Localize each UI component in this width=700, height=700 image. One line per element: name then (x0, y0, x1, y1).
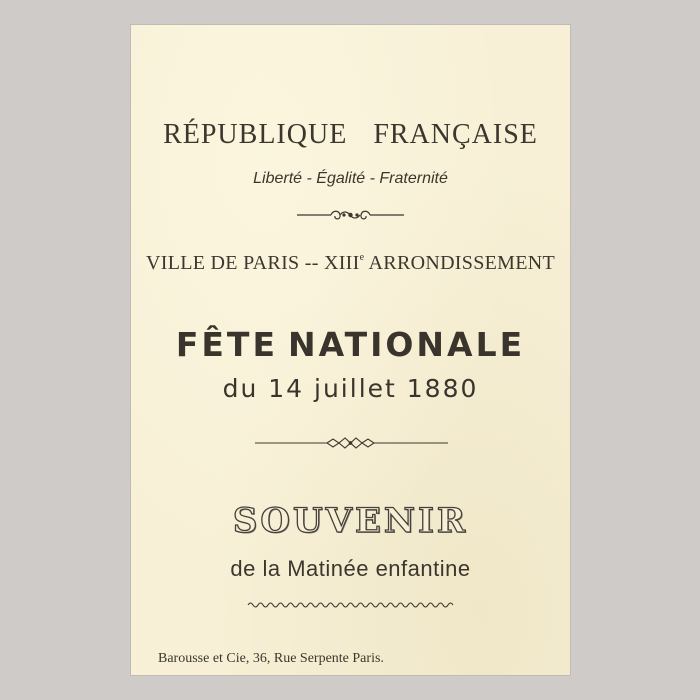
printer-imprint: Barousse et Cie, 36, Rue Serpente Paris. (158, 651, 384, 666)
fete-nationale-heading (131, 325, 570, 364)
souvenir-card (131, 25, 570, 675)
wavy-rule-ornament (131, 599, 570, 611)
ordinal-superscript: e (359, 252, 365, 263)
nationale-word: NATIONALE (287, 325, 526, 364)
ville-arrondissement-line (131, 252, 570, 275)
devise-text: Liberté - Égalité - Fraternité (253, 170, 448, 187)
diamond-rule-ornament (131, 435, 570, 451)
scroll-ornament (131, 208, 570, 222)
souvenir-title: SOUVENIR (232, 501, 469, 541)
ville-suffix: ARRONDISSEMENT (364, 252, 555, 274)
fete-word: FÊTE (175, 325, 278, 364)
matinee-subtitle: de la Matinée enfantine (230, 556, 471, 581)
republique-francaise-heading (131, 119, 570, 151)
republique-word: RÉPUBLIQUE (163, 119, 348, 150)
date-line: du 14 juillet 1880 (222, 374, 479, 403)
francaise-word: FRANÇAISE (373, 119, 538, 150)
ville-prefix: VILLE DE PARIS -- XIII (145, 252, 360, 274)
